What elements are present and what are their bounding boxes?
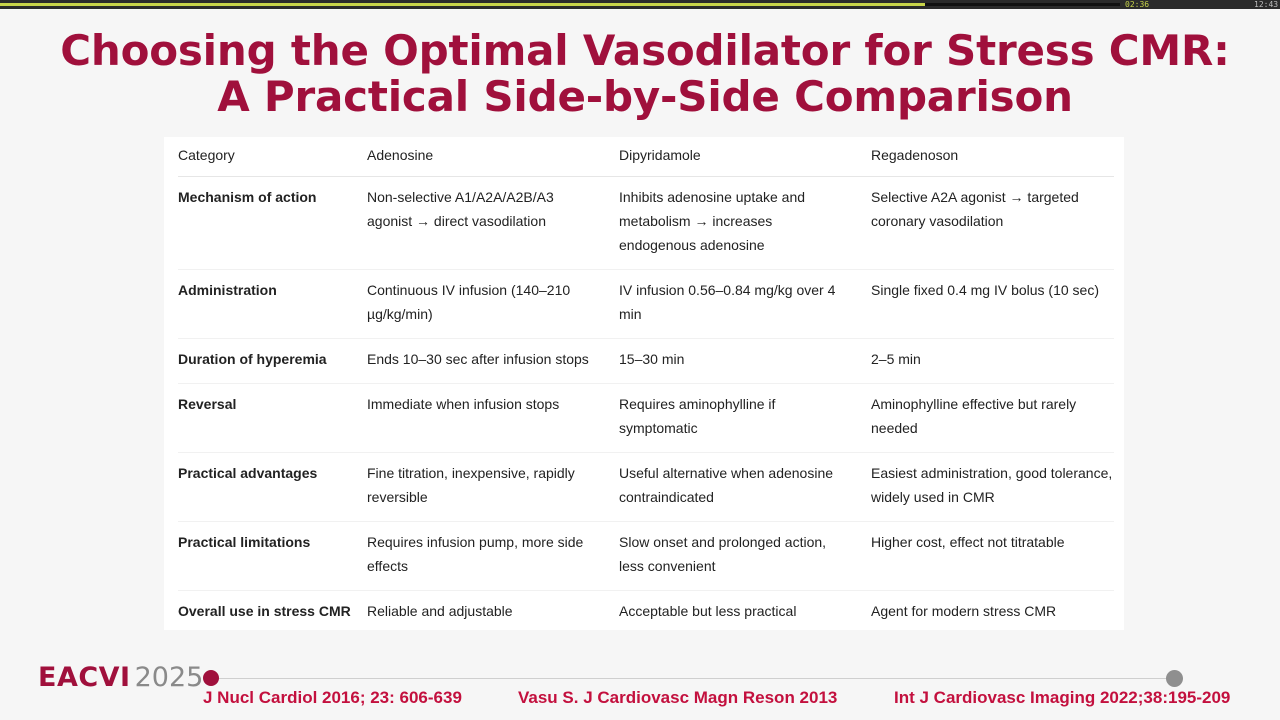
- table-row: [178, 384, 1114, 453]
- header-adenosine: Adenosine: [367, 137, 619, 177]
- video-progress-fill: [0, 3, 925, 6]
- cell-dipyridamole: Requires aminophylline if symptomatic: [619, 384, 871, 453]
- slide-title: Choosing the Optimal Vasodilator for Stress CMR: A Practical Side-by-Side Comparison: [60, 26, 1230, 121]
- table-row: [178, 522, 1114, 591]
- comparison-table: [178, 137, 1114, 635]
- cell-dipyridamole: 15–30 min: [619, 339, 871, 384]
- video-progress-track: [925, 3, 1120, 6]
- cell-regadenoson: Easiest administration, good tolerance, widely used in CMR: [871, 453, 1114, 522]
- row-category: Practical advantages: [178, 453, 367, 522]
- cell-regadenoson: Agent for modern stress CMR: [871, 603, 1057, 619]
- cell-dipyridamole: Acceptable but less practical: [619, 603, 797, 619]
- video-progress-bar[interactable]: [0, 0, 1280, 9]
- header-dipyridamole: Dipyridamole: [619, 137, 871, 177]
- footer-dot-left: [203, 670, 219, 686]
- reference-2: Vasu S. J Cardiovasc Magn Reson 2013: [518, 688, 838, 707]
- row-category: Administration: [178, 270, 367, 339]
- row-category: Overall use in stress CMR: [178, 603, 351, 619]
- cell-regadenoson: Single fixed 0.4 mg IV bolus (10 sec): [871, 270, 1114, 339]
- cell-regadenoson: Aminophylline effective but rarely needed: [871, 384, 1114, 453]
- comparison-table-card: [164, 137, 1124, 630]
- cell-dipyridamole: Useful alternative when adenosine contraindicated: [619, 453, 871, 522]
- cell-adenosine: Immediate when infusion stops: [367, 384, 619, 453]
- cell-adenosine: Fine titration, inexpensive, rapidly reversible: [367, 453, 619, 522]
- table-header-row: [178, 137, 1114, 177]
- cell-adenosine: Requires infusion pump, more side effects: [367, 522, 619, 591]
- footer-dot-right: [1166, 670, 1183, 687]
- table-row: [178, 591, 1114, 636]
- table-row: [178, 453, 1114, 522]
- table-row: [178, 339, 1114, 384]
- cell-regadenoson: Higher cost, effect not titratable: [871, 522, 1114, 591]
- cell-adenosine: Ends 10–30 sec after infusion stops: [367, 339, 619, 384]
- table-row: [178, 270, 1114, 339]
- cell-dipyridamole: Inhibits adenosine uptake and metabolism → increases endogenous adenosine: [619, 177, 871, 270]
- cell-adenosine: Non-selective A1/A2A/A2B/A3 agonist → direct vasodilation: [367, 177, 619, 270]
- cell-adenosine: Continuous IV infusion (140–210 µg/kg/min): [367, 270, 619, 339]
- cell-regadenoson: 2–5 min: [871, 339, 1114, 384]
- row-category: Duration of hyperemia: [178, 339, 367, 384]
- footer-divider: [211, 678, 1175, 679]
- video-total-time: 12:43: [1254, 0, 1279, 9]
- row-category: Mechanism of action: [178, 177, 367, 270]
- reference-3: Int J Cardiovasc Imaging 2022;38:195-209: [894, 688, 1231, 707]
- row-category: Practical limitations: [178, 522, 367, 591]
- video-current-time: 02:36: [1125, 0, 1150, 9]
- eacvi-logo: [38, 662, 203, 694]
- row-category: Reversal: [178, 384, 367, 453]
- reference-1: J Nucl Cardiol 2016; 23: 606-639: [203, 688, 462, 707]
- table-row: [178, 177, 1114, 270]
- cell-dipyridamole: IV infusion 0.56–0.84 mg/kg over 4 min: [619, 270, 871, 339]
- logo-year: 2025: [134, 662, 204, 693]
- cell-adenosine: Reliable and adjustable: [367, 603, 513, 619]
- logo-text: EACVI: [38, 662, 131, 693]
- header-category: Category: [178, 137, 367, 177]
- cell-regadenoson: Selective A2A agonist → targeted coronary vasodilation: [871, 177, 1114, 270]
- header-regadenoson: Regadenoson: [871, 137, 1114, 177]
- cell-dipyridamole: Slow onset and prolonged action, less convenient: [619, 522, 871, 591]
